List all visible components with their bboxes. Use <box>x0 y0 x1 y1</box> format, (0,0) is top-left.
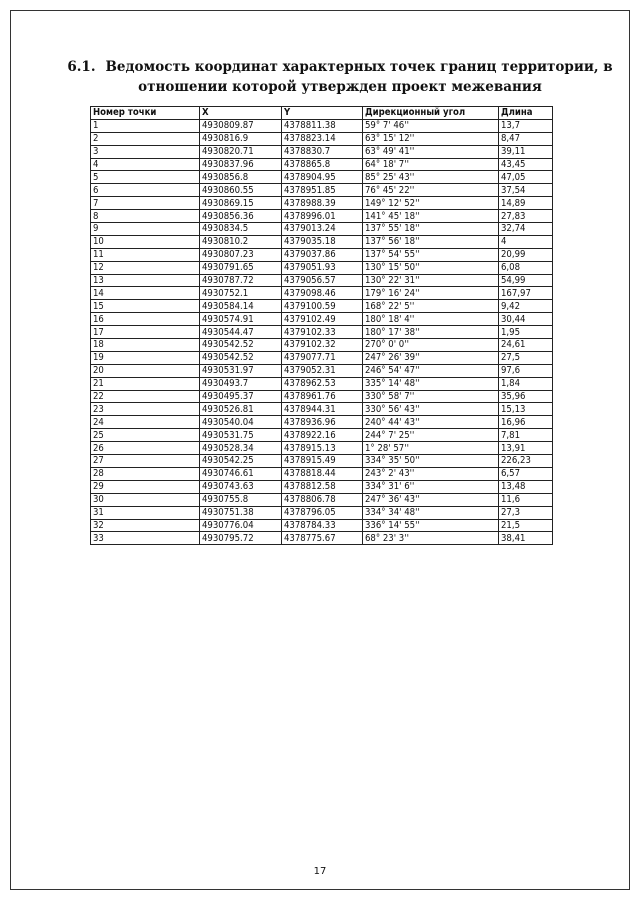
y-cell: 4378951.85 <box>282 184 363 197</box>
x-cell: 4930816.9 <box>200 132 282 145</box>
table-row <box>91 145 553 158</box>
x-cell: 4930755.8 <box>200 493 282 506</box>
x-cell: 4930544.47 <box>200 326 282 339</box>
section-number: 6.1. <box>67 59 96 75</box>
y-cell: 4378865.8 <box>282 158 363 171</box>
y-cell: 4379100.59 <box>282 300 363 313</box>
table-row <box>91 377 553 390</box>
length-cell: 1,95 <box>499 326 553 339</box>
y-cell: 4378915.49 <box>282 455 363 468</box>
table-row <box>91 119 553 132</box>
point-number-cell: 31 <box>91 506 200 519</box>
bearing-cell: 246° 54' 47'' <box>363 364 499 377</box>
point-number-cell: 22 <box>91 390 200 403</box>
x-cell: 4930542.52 <box>200 339 282 352</box>
x-cell: 4930526.81 <box>200 403 282 416</box>
point-number-cell: 30 <box>91 493 200 506</box>
point-number-cell: 7 <box>91 197 200 210</box>
length-cell: 97,6 <box>499 364 553 377</box>
length-cell: 4 <box>499 235 553 248</box>
point-number-cell: 12 <box>91 261 200 274</box>
x-cell: 4930795.72 <box>200 532 282 545</box>
bearing-cell: 334° 35' 50'' <box>363 455 499 468</box>
bearing-cell: 137° 54' 55'' <box>363 248 499 261</box>
x-cell: 4930746.61 <box>200 467 282 480</box>
x-cell: 4930752.1 <box>200 287 282 300</box>
table-row <box>91 248 553 261</box>
bearing-cell: 141° 45' 18'' <box>363 210 499 223</box>
bearing-cell: 334° 31' 6'' <box>363 480 499 493</box>
point-number-cell: 28 <box>91 467 200 480</box>
y-cell: 4378961.76 <box>282 390 363 403</box>
y-cell: 4378812.58 <box>282 480 363 493</box>
x-cell: 4930809.87 <box>200 119 282 132</box>
length-cell: 7,81 <box>499 429 553 442</box>
table-row <box>91 364 553 377</box>
length-cell: 38,41 <box>499 532 553 545</box>
table-row <box>91 493 553 506</box>
table-row <box>91 313 553 326</box>
point-number-cell: 14 <box>91 287 200 300</box>
length-cell: 37,54 <box>499 184 553 197</box>
table-row <box>91 274 553 287</box>
point-number-cell: 23 <box>91 403 200 416</box>
length-cell: 13,7 <box>499 119 553 132</box>
point-number-cell: 25 <box>91 429 200 442</box>
x-cell: 4930807.23 <box>200 248 282 261</box>
length-cell: 8,47 <box>499 132 553 145</box>
table-row <box>91 132 553 145</box>
point-number-cell: 2 <box>91 132 200 145</box>
bearing-cell: 243° 2' 43'' <box>363 467 499 480</box>
table-row <box>91 261 553 274</box>
y-cell: 4378936.96 <box>282 416 363 429</box>
point-number-cell: 17 <box>91 326 200 339</box>
table-row <box>91 171 553 184</box>
y-cell: 4379056.57 <box>282 274 363 287</box>
x-cell: 4930495.37 <box>200 390 282 403</box>
header-point-number: Номер точки <box>91 107 200 120</box>
y-cell: 4378775.67 <box>282 532 363 545</box>
table-row <box>91 455 553 468</box>
table-row <box>91 197 553 210</box>
length-cell: 1,84 <box>499 377 553 390</box>
bearing-cell: 149° 12' 52'' <box>363 197 499 210</box>
length-cell: 47,05 <box>499 171 553 184</box>
x-cell: 4930542.52 <box>200 351 282 364</box>
x-cell: 4930528.34 <box>200 442 282 455</box>
x-cell: 4930574.91 <box>200 313 282 326</box>
x-cell: 4930584.14 <box>200 300 282 313</box>
bearing-cell: 336° 14' 55'' <box>363 519 499 532</box>
x-cell: 4930860.55 <box>200 184 282 197</box>
table-row <box>91 287 553 300</box>
y-cell: 4378988.39 <box>282 197 363 210</box>
length-cell: 167,97 <box>499 287 553 300</box>
table-row <box>91 351 553 364</box>
x-cell: 4930810.2 <box>200 235 282 248</box>
point-number-cell: 16 <box>91 313 200 326</box>
length-cell: 13,91 <box>499 442 553 455</box>
table-row <box>91 158 553 171</box>
point-number-cell: 26 <box>91 442 200 455</box>
length-cell: 39,11 <box>499 145 553 158</box>
length-cell: 16,96 <box>499 416 553 429</box>
bearing-cell: 335° 14' 48'' <box>363 377 499 390</box>
table-row <box>91 532 553 545</box>
length-cell: 9,42 <box>499 300 553 313</box>
y-cell: 4379051.93 <box>282 261 363 274</box>
length-cell: 30,44 <box>499 313 553 326</box>
bearing-cell: 63° 15' 12'' <box>363 132 499 145</box>
length-cell: 27,3 <box>499 506 553 519</box>
length-cell: 14,89 <box>499 197 553 210</box>
x-cell: 4930493.7 <box>200 377 282 390</box>
point-number-cell: 32 <box>91 519 200 532</box>
x-cell: 4930869.15 <box>200 197 282 210</box>
table-row <box>91 210 553 223</box>
y-cell: 4379077.71 <box>282 351 363 364</box>
y-cell: 4378944.31 <box>282 403 363 416</box>
y-cell: 4378823.14 <box>282 132 363 145</box>
length-cell: 54,99 <box>499 274 553 287</box>
coordinates-table <box>90 106 553 545</box>
x-cell: 4930856.8 <box>200 171 282 184</box>
point-number-cell: 24 <box>91 416 200 429</box>
length-cell: 13,48 <box>499 480 553 493</box>
y-cell: 4378915.13 <box>282 442 363 455</box>
bearing-cell: 180° 17' 38'' <box>363 326 499 339</box>
bearing-cell: 247° 36' 43'' <box>363 493 499 506</box>
bearing-cell: 63° 49' 41'' <box>363 145 499 158</box>
table-row <box>91 300 553 313</box>
point-number-cell: 15 <box>91 300 200 313</box>
point-number-cell: 27 <box>91 455 200 468</box>
table-row <box>91 390 553 403</box>
x-cell: 4930787.72 <box>200 274 282 287</box>
table-row <box>91 235 553 248</box>
table-row <box>91 416 553 429</box>
header-y: Y <box>282 107 363 120</box>
y-cell: 4378784.33 <box>282 519 363 532</box>
point-number-cell: 33 <box>91 532 200 545</box>
length-cell: 6,08 <box>499 261 553 274</box>
point-number-cell: 21 <box>91 377 200 390</box>
y-cell: 4378904.95 <box>282 171 363 184</box>
y-cell: 4378818.44 <box>282 467 363 480</box>
x-cell: 4930791.65 <box>200 261 282 274</box>
x-cell: 4930837.96 <box>200 158 282 171</box>
bearing-cell: 76° 45' 22'' <box>363 184 499 197</box>
length-cell: 21,5 <box>499 519 553 532</box>
point-number-cell: 9 <box>91 223 200 236</box>
y-cell: 4378811.38 <box>282 119 363 132</box>
table-row <box>91 223 553 236</box>
table-row <box>91 442 553 455</box>
y-cell: 4378996.01 <box>282 210 363 223</box>
table-row <box>91 339 553 352</box>
header-bearing: Дирекционный угол <box>363 107 499 120</box>
point-number-cell: 11 <box>91 248 200 261</box>
point-number-cell: 18 <box>91 339 200 352</box>
y-cell: 4379102.33 <box>282 326 363 339</box>
header-x: X <box>200 107 282 120</box>
length-cell: 43,45 <box>499 158 553 171</box>
bearing-cell: 137° 56' 18'' <box>363 235 499 248</box>
bearing-cell: 334° 34' 48'' <box>363 506 499 519</box>
length-cell: 6,57 <box>499 467 553 480</box>
length-cell: 35,96 <box>499 390 553 403</box>
table-row <box>91 429 553 442</box>
length-cell: 24,61 <box>499 339 553 352</box>
y-cell: 4379102.32 <box>282 339 363 352</box>
bearing-cell: 244° 7' 25'' <box>363 429 499 442</box>
x-cell: 4930834.5 <box>200 223 282 236</box>
table-row <box>91 403 553 416</box>
x-cell: 4930856.36 <box>200 210 282 223</box>
point-number-cell: 20 <box>91 364 200 377</box>
point-number-cell: 19 <box>91 351 200 364</box>
bearing-cell: 68° 23' 3'' <box>363 532 499 545</box>
length-cell: 27,5 <box>499 351 553 364</box>
table-row <box>91 480 553 493</box>
table-row <box>91 326 553 339</box>
table-body <box>91 119 553 544</box>
x-cell: 4930540.04 <box>200 416 282 429</box>
x-cell: 4930743.63 <box>200 480 282 493</box>
y-cell: 4378830.7 <box>282 145 363 158</box>
y-cell: 4379102.49 <box>282 313 363 326</box>
bearing-cell: 168° 22' 5'' <box>363 300 499 313</box>
header-length: Длина <box>499 107 553 120</box>
y-cell: 4379013.24 <box>282 223 363 236</box>
table-header-row <box>91 107 553 120</box>
bearing-cell: 64° 18' 7'' <box>363 158 499 171</box>
bearing-cell: 270° 0' 0'' <box>363 339 499 352</box>
section-heading <box>60 57 620 97</box>
y-cell: 4379098.46 <box>282 287 363 300</box>
bearing-cell: 180° 18' 4'' <box>363 313 499 326</box>
bearing-cell: 330° 56' 43'' <box>363 403 499 416</box>
page-border-top <box>10 10 630 11</box>
x-cell: 4930820.71 <box>200 145 282 158</box>
bearing-cell: 59° 7' 46'' <box>363 119 499 132</box>
section-title: Ведомость координат характерных точек границ территории, в отношении которой утвержден проект межевания <box>105 59 613 95</box>
point-number-cell: 8 <box>91 210 200 223</box>
bearing-cell: 85° 25' 43'' <box>363 171 499 184</box>
length-cell: 226,23 <box>499 455 553 468</box>
point-number-cell: 13 <box>91 274 200 287</box>
table-row <box>91 467 553 480</box>
point-number-cell: 3 <box>91 145 200 158</box>
bearing-cell: 179° 16' 24'' <box>363 287 499 300</box>
x-cell: 4930542.25 <box>200 455 282 468</box>
bearing-cell: 130° 22' 31'' <box>363 274 499 287</box>
point-number-cell: 4 <box>91 158 200 171</box>
y-cell: 4378922.16 <box>282 429 363 442</box>
y-cell: 4379052.31 <box>282 364 363 377</box>
bearing-cell: 247° 26' 39'' <box>363 351 499 364</box>
page-border-bottom <box>10 889 630 890</box>
bearing-cell: 330° 58' 7'' <box>363 390 499 403</box>
table-row <box>91 184 553 197</box>
length-cell: 11,6 <box>499 493 553 506</box>
length-cell: 32,74 <box>499 223 553 236</box>
x-cell: 4930531.97 <box>200 364 282 377</box>
y-cell: 4379037.86 <box>282 248 363 261</box>
length-cell: 15,13 <box>499 403 553 416</box>
point-number-cell: 29 <box>91 480 200 493</box>
x-cell: 4930776.04 <box>200 519 282 532</box>
point-number-cell: 1 <box>91 119 200 132</box>
point-number-cell: 6 <box>91 184 200 197</box>
length-cell: 27,83 <box>499 210 553 223</box>
x-cell: 4930751.38 <box>200 506 282 519</box>
length-cell: 20,99 <box>499 248 553 261</box>
x-cell: 4930531.75 <box>200 429 282 442</box>
y-cell: 4378796.05 <box>282 506 363 519</box>
table-row <box>91 519 553 532</box>
y-cell: 4378806.78 <box>282 493 363 506</box>
bearing-cell: 1° 28' 57'' <box>363 442 499 455</box>
page-number: 17 <box>313 866 327 877</box>
point-number-cell: 5 <box>91 171 200 184</box>
page-border-right <box>629 10 630 890</box>
bearing-cell: 130° 15' 50'' <box>363 261 499 274</box>
y-cell: 4378962.53 <box>282 377 363 390</box>
table-row <box>91 506 553 519</box>
bearing-cell: 240° 44' 43'' <box>363 416 499 429</box>
y-cell: 4379035.18 <box>282 235 363 248</box>
bearing-cell: 137° 55' 18'' <box>363 223 499 236</box>
page-border-left <box>10 10 11 890</box>
point-number-cell: 10 <box>91 235 200 248</box>
